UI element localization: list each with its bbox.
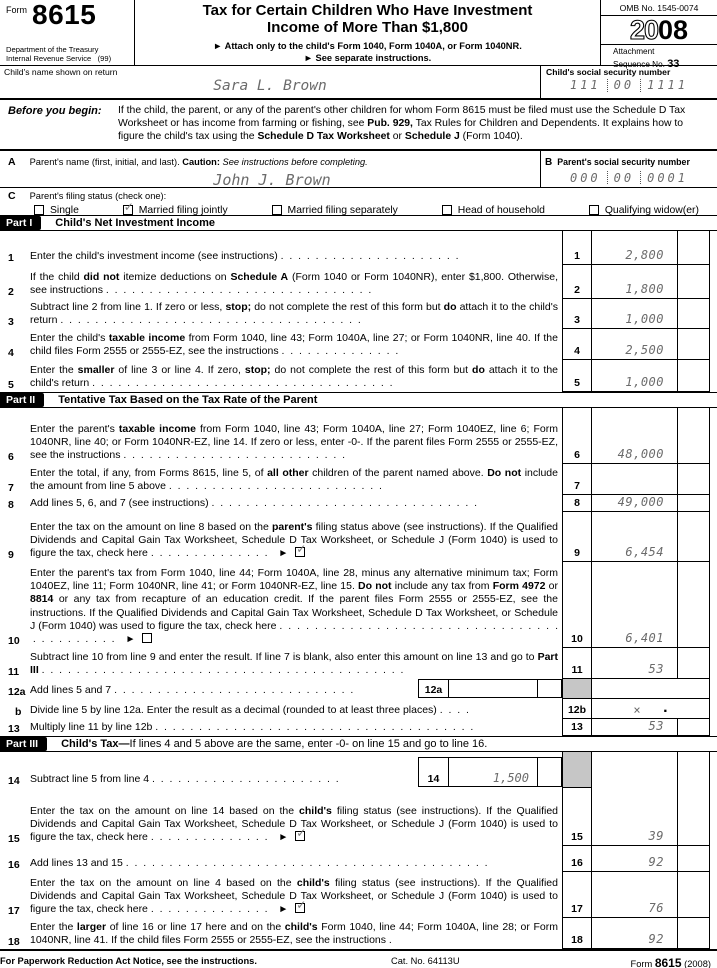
agency-block: Department of the Treasury Internal Revenue Service (99): [6, 44, 112, 63]
dot-leader: . . . . . . . . . . . . . . . . . . . . . . . . . . . . . . .: [102, 284, 378, 297]
dot-leader: . . . . . . . . . . . . . . . . . . . . . . . . . . . . . . .: [208, 497, 483, 510]
checkbox-married-jointly[interactable]: ✓: [123, 200, 134, 215]
form-number-block: [0, 0, 135, 65]
arrow-icon: ►: [278, 904, 289, 916]
line-7-row: 7 Enter the total, if any, from Forms 8615, line 5, of all other children of the parent named above. Do not include the amount from line 5 above . . . . . . . . . . . . . . . . . . . . . . . . . 7: [0, 464, 717, 495]
line-16-row: 16 Add lines 13 and 15 . . . . . . . . . . . . . . . . . . . . . . . . . . . . . . . . . . . . . . . . . . 16 92: [0, 846, 717, 872]
line-17-cents-field[interactable]: [678, 872, 710, 918]
line-18-amount-field[interactable]: 92: [592, 918, 678, 949]
shaded-cell: [562, 752, 592, 788]
line-15-cents-field[interactable]: [678, 788, 710, 846]
dot-leader: . . . . . . . . . . . . . . . . . . . . .: [277, 250, 465, 263]
line-6-cents-field[interactable]: [678, 408, 710, 464]
dot-leader: . . . . . . . . . . . . . . . . . . . . . . . . . . . . . . . . . . . . .: [152, 721, 480, 734]
filing-option-single[interactable]: Single: [34, 205, 79, 216]
dot-leader: . . . . . . . . . . . . . . . . . . . . . . . . . . . . . . . . . . .: [57, 314, 367, 327]
line-10-checkbox[interactable]: [142, 633, 152, 643]
child-ssn-cell: [540, 66, 717, 98]
line-12a-row: 12a Add lines 5 and 7 . . . . . . . . . . . . . . . . . . . . . . . . . . . . 12a: [0, 679, 717, 699]
line-1-cents-field[interactable]: [678, 231, 710, 265]
line-13-amount-field[interactable]: 53: [592, 719, 678, 736]
line-number: 1: [8, 251, 14, 264]
line-16-amount-field[interactable]: 92: [592, 846, 678, 872]
line-7-box: 7: [562, 464, 592, 495]
dot-leader: . . . . . . . . . . . . . . . . . . . . . . . . .: [166, 480, 388, 493]
line-15-row: 15 Enter the tax on the amount on line 14 based on the child's filing status (see instructions). If the Qualified Dividends and Capital Gain Tax Worksheet, Schedule D Tax Worksheet, or Schedule J (Form 1040) is used to figure the tax, check here . . . . . . . . . . . . . . ► ✓ 15 39: [0, 788, 717, 846]
part-i-title: Child's Net Investment Income: [55, 216, 215, 229]
line-12a-amount-field[interactable]: [449, 680, 537, 697]
line-8-amount-field[interactable]: 49,000: [592, 495, 678, 512]
line-17-amount-field[interactable]: 76: [592, 872, 678, 918]
line-number: 3: [8, 315, 14, 328]
line-9-box: 9: [562, 512, 592, 562]
line-13-row: 13 Multiply line 11 by line 12b . . . . . . . . . . . . . . . . . . . . . . . . . . . . . . . . . . . . . 13 53: [0, 719, 717, 736]
line-number: 17: [8, 904, 20, 917]
line-4-cents-field[interactable]: [678, 329, 710, 360]
child-name-row: [0, 66, 717, 100]
line-15-box: 15: [562, 788, 592, 846]
part-i-header: [0, 215, 717, 231]
line-14-amount-field[interactable]: 1,500: [492, 770, 529, 785]
line-14-row: 14 Subtract line 5 from line 4 . . . . . . . . . . . . . . . . . . . . . . 14 1,500: [0, 752, 717, 788]
line-12b-decimal-field[interactable]: × .: [592, 699, 710, 719]
shaded-cell: [562, 679, 592, 699]
line-5-amount-field[interactable]: 1,000: [592, 360, 678, 392]
dot-leader: .: [386, 934, 398, 947]
form-header: [0, 0, 717, 70]
dot-leader: . . . . . . . . . . . . . . . . . . . . . . . . . . . .: [111, 684, 360, 697]
line-10-row: 10 Enter the parent's tax from Form 1040, line 44; Form 1040A, line 28, minus any alternative minimum tax; Form 1040EZ, line 11; Form 1040NR, line 41; or Form 1040NR-EZ, line 15. Do not include any tax from Form 4972 or 8814 or any tax from recapture of an education credit. If the parent files Form 2555 or 2555-EZ, see the instructions. If the Qualified Dividends and Capital Gain Tax Worksheet, Schedule D Tax Worksheet, or Schedule J (Form 1040) was used to figure the tax, check here . . . . . . . . . . . . . . . . . . . . . . . . . . . . . . . . . . . . . . . . . . ► 10 6,401: [0, 562, 717, 648]
part-iii-label: Part III: [0, 737, 47, 751]
line-number: 2: [8, 285, 14, 298]
ssn-divider: [640, 171, 641, 184]
ssn-divider: [607, 79, 608, 92]
line-number: 9: [8, 548, 14, 561]
line-number: 4: [8, 346, 14, 359]
line-number: b: [15, 705, 22, 718]
dot-leader: . . . . . . . . . . . . . . . . . . . . . . . . . . . . . . . . . . .: [89, 377, 399, 390]
line-number: 10: [8, 634, 20, 647]
line-number: 5: [8, 378, 14, 391]
line-1-amount-field[interactable]: 2,800: [592, 231, 678, 265]
dot-leader: . . . . . . . . . . . . . .: [147, 547, 274, 560]
line-17-box: 17: [562, 872, 592, 918]
line-4-box: 4: [562, 329, 592, 360]
child-ssn-field[interactable]: 111 00 1111: [569, 78, 689, 92]
tax-year: 2008: [601, 16, 717, 45]
line-12b-box: 12b: [562, 699, 592, 719]
line-6-row: 6 Enter the parent's taxable income from Form 1040, line 43; Form 1040A, line 27; Form 1040EZ, line 6; Form 1040NR, line 40; or Form 1040NR-EZ, line 14. If zero or less, enter -0-. If the parent files Form 2555 or 2555-EZ, see the instructions . . . . . . . . . . . . . . . . . . . . . . . . . . 6 48,000: [0, 408, 717, 464]
filing-option-head-of-household[interactable]: Head of household: [442, 205, 545, 216]
line-7-cents-field[interactable]: [678, 464, 710, 495]
checkbox-head-of-household[interactable]: [442, 205, 452, 215]
line-15-checkbox[interactable]: ✓: [296, 826, 307, 841]
line-12a-inline-box: [418, 679, 562, 698]
line-14-box-label: 14: [419, 758, 449, 786]
part-ii-header: [0, 392, 717, 408]
line-9-checkbox[interactable]: ✓: [296, 542, 307, 557]
child-ssn-label: Child's social security number: [546, 67, 671, 77]
line-11-cents-field[interactable]: [678, 648, 710, 679]
checkbox-married-separately[interactable]: [272, 205, 282, 215]
form-footer: [0, 949, 717, 968]
child-name-label: Child's name shown on return: [4, 67, 118, 77]
attachment-sequence: Attachment Sequence No. 33: [613, 47, 680, 70]
part-ii-label: Part II: [0, 393, 44, 407]
line-12a-box-label: 12a: [419, 680, 449, 697]
line-number: 15: [8, 832, 20, 845]
line-5-row: 5 Enter the smaller of line 3 or line 4. If zero, stop; do not complete the rest of this form but do attach it to the child's return . . . . . . . . . . . . . . . . . . . . . . . . . . . . . . . . . . . 5 1,000: [0, 360, 717, 392]
before-you-begin: [0, 100, 717, 151]
line-6-amount-field[interactable]: 48,000: [592, 408, 678, 464]
empty-cell: [592, 752, 678, 788]
part-iii-title: Child's Tax— If lines 4 and 5 above are the same, enter -0- on line 15 and go to line 16.: [61, 737, 488, 750]
line-number: 14: [8, 774, 20, 787]
line-3-cents-field[interactable]: [678, 299, 710, 329]
line-14-cents-field[interactable]: [537, 758, 561, 786]
dot-leader: . . . . . . . . . . . . . . . . . . . . . .: [149, 773, 345, 786]
line-2-cents-field[interactable]: [678, 265, 710, 299]
filing-status-options: [8, 202, 709, 216]
row-letter-c: C: [8, 189, 16, 202]
line-number: 6: [8, 450, 14, 463]
line-13-box: 13: [562, 719, 592, 736]
filing-option-married-jointly[interactable]: ✓ Married filing jointly: [123, 200, 228, 216]
line-11-box: 11: [562, 648, 592, 679]
line-2-amount-field[interactable]: 1,800: [592, 265, 678, 299]
dot-leader: . . . . . . . . . . . . . .: [147, 831, 274, 844]
checkbox-single[interactable]: [34, 205, 44, 215]
line-3-row: 3 Subtract line 2 from line 1. If zero or less, stop; do not complete the rest of this form but do attach it to the child's return . . . . . . . . . . . . . . . . . . . . . . . . . . . . . . . . . . . 3 1,000: [0, 299, 717, 329]
line-9-amount-field[interactable]: 6,454: [592, 512, 678, 562]
dot-leader: . . . . . . . . . . . . . .: [147, 903, 274, 916]
parent-name-cell: [0, 151, 540, 187]
line-12a-cents-field[interactable]: [537, 680, 561, 697]
line-11-row: 11 Subtract line 10 from line 9 and enter the result. If line 7 is blank, also enter this amount on line 13 and go to Part III . . . . . . . . . . . . . . . . . . . . . . . . . . . . . . . . . . . . . . . . . . 11 53: [0, 648, 717, 679]
part-ii-title: Tentative Tax Based on the Tax Rate of the Parent: [58, 393, 318, 406]
omb-number: OMB No. 1545-0074: [601, 0, 717, 16]
line-16-cents-field[interactable]: [678, 846, 710, 872]
parent-info-row: [0, 151, 717, 188]
line-4-row: 4 Enter the child's taxable income from Form 1040, line 43; Form 1040A, line 27; or Form 1040NR, line 40. If the child files Form 2555 or 2555-EZ, see the instructions . . . . . . . . . . . . . . 4 2,500: [0, 329, 717, 360]
line-9-row: 9 Enter the tax on the amount on line 8 based on the parent's filing status above (see instructions). If the Qualified Dividends and Capital Gain Tax Worksheet, Schedule D Tax Worksheet, or Schedule J (Form 1040) is used to figure the tax, check here . . . . . . . . . . . . . . ► ✓ 9 6,454: [0, 512, 717, 562]
paperwork-notice: For Paperwork Reduction Act Notice, see the instructions.: [0, 955, 257, 966]
parent-name-label: Parent's name (first, initial, and last). Caution: See instructions before completing.: [29, 156, 368, 167]
arrow-icon: ►: [278, 832, 289, 844]
part-iii-header: [0, 736, 717, 752]
ssn-divider: [640, 79, 641, 92]
line-10-amount-field[interactable]: 6,401: [592, 562, 678, 648]
line-14-inline-box: [418, 757, 562, 787]
form-number: 8615: [32, 0, 97, 30]
form-footer-id: Form 8615 (2008): [630, 955, 711, 968]
line-18-row: 18 Enter the larger of line 16 or line 17 here and on the child's Form 1040, line 44; Form 1040A, line 28; or Form 1040NR, line 41. If the child files Form 2555 or 2555-EZ, see the instructions . 18 92: [0, 918, 717, 949]
dot-leader: . . . . . . . . . . . . . .: [278, 345, 405, 358]
parent-name-field[interactable]: John J. Brown: [213, 170, 331, 189]
empty-cell: [592, 679, 710, 699]
form-title: Tax for Certain Children Who Have Investment Income of More Than $1,800: [202, 2, 533, 36]
line-10-box: 10: [562, 562, 592, 648]
line-1-row: 1 Enter the child's investment income (see instructions) . . . . . . . . . . . . . . . . . . . . . 1 2,800: [0, 231, 717, 265]
line-2-box: 2: [562, 265, 592, 299]
line-8-cents-field[interactable]: [678, 495, 710, 512]
row-letter-b: B: [545, 156, 553, 168]
omb-year-block: [600, 0, 717, 70]
line-9-cents-field[interactable]: [678, 512, 710, 562]
line-3-box: 3: [562, 299, 592, 329]
line-number: 16: [8, 858, 20, 871]
line-8-row: 8 Add lines 5, 6, and 7 (see instructions) . . . . . . . . . . . . . . . . . . . . . . . . . . . . . . . 8 49,000: [0, 495, 717, 512]
child-name-cell: [0, 66, 540, 98]
line-6-box: 6: [562, 408, 592, 464]
filing-option-qualifying-widow[interactable]: Qualifying widow(er): [589, 205, 699, 216]
checkbox-qualifying-widow[interactable]: [589, 205, 599, 215]
dot-leader: . . . .: [436, 704, 475, 717]
line-17-row: 17 Enter the tax on the amount on line 4 based on the child's filing status (see instructions). If the Qualified Dividends and Capital Gain Tax Worksheet, Schedule D Tax Worksheet, or Schedule J (Form 1040) is used to figure the tax, check here . . . . . . . . . . . . . . ► ✓ 17 76: [0, 872, 717, 918]
line-2-row: 2 If the child did not itemize deductions on Schedule A (Form 1040 or Form 1040NR), enter $1,800. Otherwise, see instructions . . . . . . . . . . . . . . . . . . . . . . . . . . . . . . . 2 1,800: [0, 265, 717, 299]
line-number: 18: [8, 935, 20, 948]
line-15-amount-field[interactable]: 39: [592, 788, 678, 846]
form-word: Form: [6, 5, 27, 15]
arrow-icon: ►: [125, 634, 136, 646]
line-18-box: 18: [562, 918, 592, 949]
line-11-amount-field[interactable]: 53: [592, 648, 678, 679]
line-3-amount-field[interactable]: 1,000: [592, 299, 678, 329]
dot-leader: . . . . . . . . . . . . . . . . . . . . . . . . . . . . . . . . . . . . . . . . . .: [30, 619, 558, 646]
dot-leader: . . . . . . . . . . . . . . . . . . . . . . . . . .: [120, 449, 351, 462]
parent-ssn-field[interactable]: 000 00 0001: [569, 170, 689, 185]
line-number: 13: [8, 722, 20, 735]
before-you-begin-text: If the child, the parent, or any of the parent's other children for whom Form 8615 must be filed must use the Schedule D Tax Worksheet or has income from farming or fishing, see Pub. 929, Tax Rules for Children and Dependents. It explains how to figure the child's tax using the Schedule D Tax Worksheet or Schedule J (Form 1040).: [118, 105, 686, 143]
child-name-field[interactable]: Sara L. Brown: [213, 78, 327, 94]
line-10-cents-field[interactable]: [678, 562, 710, 648]
parent-ssn-cell: [540, 151, 717, 187]
row-letter-a: A: [8, 155, 16, 168]
line-4-amount-field[interactable]: 2,500: [592, 329, 678, 360]
attach-instructions: ► Attach only to the child's Form 1040, Form 1040A, or Form 1040NR. ► See separate instructions.: [213, 40, 522, 64]
line-1-box: 1: [562, 231, 592, 265]
before-you-begin-label: Before you begin:: [8, 105, 102, 117]
line-13-cents-field[interactable]: [678, 719, 710, 736]
line-7-amount-field[interactable]: [592, 464, 678, 495]
line-5-box: 5: [562, 360, 592, 392]
catalog-number: Cat. No. 64113U: [391, 955, 460, 966]
line-16-box: 16: [562, 846, 592, 872]
filing-status-label: Parent's filing status (check one):: [29, 190, 167, 201]
empty-cell: [678, 752, 710, 788]
filing-status-row: [0, 188, 717, 215]
line-18-cents-field[interactable]: [678, 918, 710, 949]
line-number: 7: [8, 481, 14, 494]
filing-option-married-separately[interactable]: Married filing separately: [272, 205, 398, 216]
arrow-icon: ►: [278, 548, 289, 560]
form-title-block: [135, 0, 600, 65]
ssn-divider: [607, 171, 608, 184]
line-12b-row: b Divide line 5 by line 12a. Enter the result as a decimal (rounded to at least three places) . . . . 12b × .: [0, 699, 717, 719]
line-number: 8: [8, 498, 14, 511]
line-8-box: 8: [562, 495, 592, 512]
line-5-cents-field[interactable]: [678, 360, 710, 392]
parent-ssn-label: Parent's social security number: [557, 156, 690, 167]
line-number: 11: [8, 665, 20, 678]
dot-leader: . . . . . . . . . . . . . . . . . . . . . . . . . . . . . . . . . . . . . . . . . .: [38, 664, 410, 677]
line-17-checkbox[interactable]: ✓: [296, 898, 307, 913]
line-number: 12a: [8, 685, 26, 698]
part-i-label: Part I: [0, 216, 41, 230]
dot-leader: . . . . . . . . . . . . . . . . . . . . . . . . . . . . . . . . . . . . . . . . . .: [122, 857, 494, 870]
